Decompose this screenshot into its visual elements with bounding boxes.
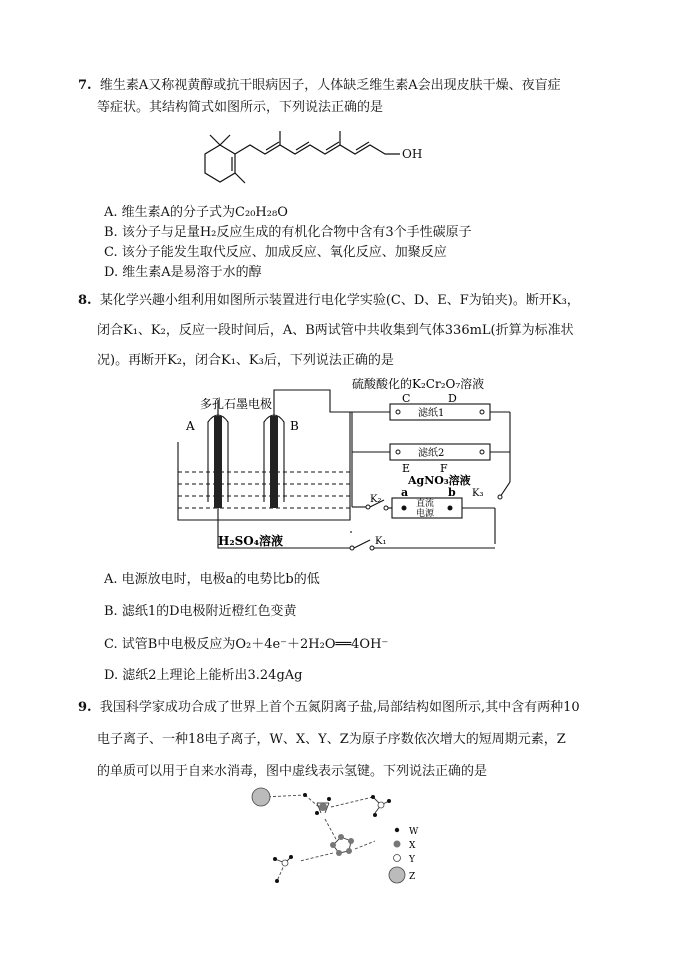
q7-stem-line2: 等症状。其结构简式如图所示，下列说法正确的是: [97, 100, 384, 115]
paper1-label: 滤纸1: [418, 408, 445, 419]
q8-option-a: [104, 571, 320, 589]
k1-label: K₁: [375, 536, 387, 547]
q8-option-d: [104, 667, 302, 685]
tube-b-label: B: [290, 419, 299, 433]
legend-x: X: [409, 841, 416, 851]
tube-a-label: A: [186, 419, 195, 433]
q8-option-c-text: 试管B中电极反应为O₂＋4e⁻＋2H₂O══4OH⁻: [121, 637, 389, 652]
q9-stem-line3: 的单质可以用于自来水消毒，图中虚线表示氢键。下列说法正确的是: [97, 764, 488, 779]
q7-number: 7.: [78, 78, 92, 93]
clip-d-label: D: [448, 392, 457, 405]
electrode-label: 多孔石墨电极: [200, 397, 273, 411]
legend-w-marker: [395, 828, 399, 832]
q9-stem-text1: 我国科学家成功合成了世界上首个五氮阴离子盐,局部结构如图所示,其中含有两种10: [99, 700, 580, 715]
q8-stem-line2: 闭合K₁、K₂，反应一段时间后，A、B两试管中共收集到气体336mL(折算为标准状: [97, 323, 574, 338]
q8-option-a-letter: A.: [104, 572, 118, 587]
q7-option-d-letter: D.: [104, 265, 119, 280]
q8-number: 8.: [78, 293, 92, 308]
q7-option-c-letter: C.: [104, 245, 118, 260]
solution-top-label: 硫酸酸化的K₂Cr₂O₇溶液: [352, 377, 485, 391]
paper2-label: 滤纸2: [418, 448, 445, 459]
q7-option-a-letter: A.: [104, 205, 118, 220]
clip-f-label: F: [440, 462, 448, 475]
h2so4-label: H₂SO₄溶液: [218, 534, 283, 548]
q7-option-b-letter: B.: [104, 225, 118, 240]
q8-option-c: [104, 636, 388, 654]
q9-stem-line2: 电子离子、一种18电子离子，W、X、Y、Z为原子序数依次增大的短周期元素，Z: [97, 732, 566, 747]
agno3-label: AgNO₃溶液: [408, 474, 471, 487]
legend-z-marker: [389, 867, 405, 883]
q7-stem-text1: 维生素A又称视黄醇或抗干眼病因子，人体缺乏维生素A会出现皮肤干燥、夜盲症: [99, 78, 561, 93]
q7-option-c: [104, 244, 447, 262]
q8-stem-line3: 况)。再断开K₂，闭合K₁、K₃后，下列说法正确的是: [97, 353, 394, 368]
vitamin-a-structure: [180, 125, 440, 195]
q8-option-d-letter: D.: [104, 668, 119, 683]
q8-stem-line1: [78, 292, 580, 310]
legend-y-marker: [394, 855, 401, 862]
q9-stem-line1: [78, 699, 580, 717]
q8-option-b: [104, 603, 297, 621]
q8-option-b-letter: B.: [104, 604, 118, 619]
electrochem-apparatus: [170, 372, 520, 557]
oh-label: OH: [402, 147, 423, 161]
electrode-a: [214, 416, 222, 508]
k3-label: K₃: [472, 488, 484, 499]
q8-stem-text1: 某化学兴趣小组利用如图所示装置进行电化学实验(C、D、E、F为铂夹)。断开K₃，: [99, 293, 580, 308]
electrode-b: [270, 416, 278, 508]
clip-c-label: C: [402, 392, 411, 405]
q7-option-b-text: 该分子与足量H₂反应生成的有机化合物中含有3个手性碳原子: [121, 225, 472, 240]
clip-e-label: E: [402, 462, 411, 475]
q7-option-b: [104, 224, 472, 242]
q7-option-d-text: 维生素A是易溶于水的醇: [122, 265, 262, 280]
q8-option-c-letter: C.: [104, 637, 118, 652]
legend-z: Z: [409, 872, 416, 882]
legend-y: Y: [409, 855, 415, 865]
q8-option-d-text: 滤纸2上理论上能析出3.24gAg: [122, 668, 303, 683]
legend-x-marker: [394, 841, 401, 848]
k2-label: K₂: [370, 494, 382, 505]
q7-option-a: [104, 204, 288, 222]
q7-option-a-text: 维生素A的分子式为C₂₀H₂₈O: [121, 205, 288, 220]
pentazolate-structure: [245, 783, 435, 888]
pole-a-label: a: [401, 486, 409, 499]
power-label2: 电源: [416, 509, 435, 519]
q7-stem-line1: [78, 77, 561, 95]
legend-w: W: [409, 827, 419, 837]
q7-option-c-text: 该分子能发生取代反应、加成反应、氧化反应、加聚反应: [121, 245, 447, 260]
q7-option-d: [104, 264, 262, 282]
pole-b-label: b: [448, 486, 456, 499]
power-label1: 直流: [416, 499, 435, 509]
q9-number: 9.: [78, 700, 92, 715]
q8-option-b-text: 滤纸1的D电极附近橙红色变黄: [121, 604, 297, 619]
q8-option-a-text: 电源放电时，电极a的电势比b的低: [121, 572, 320, 587]
